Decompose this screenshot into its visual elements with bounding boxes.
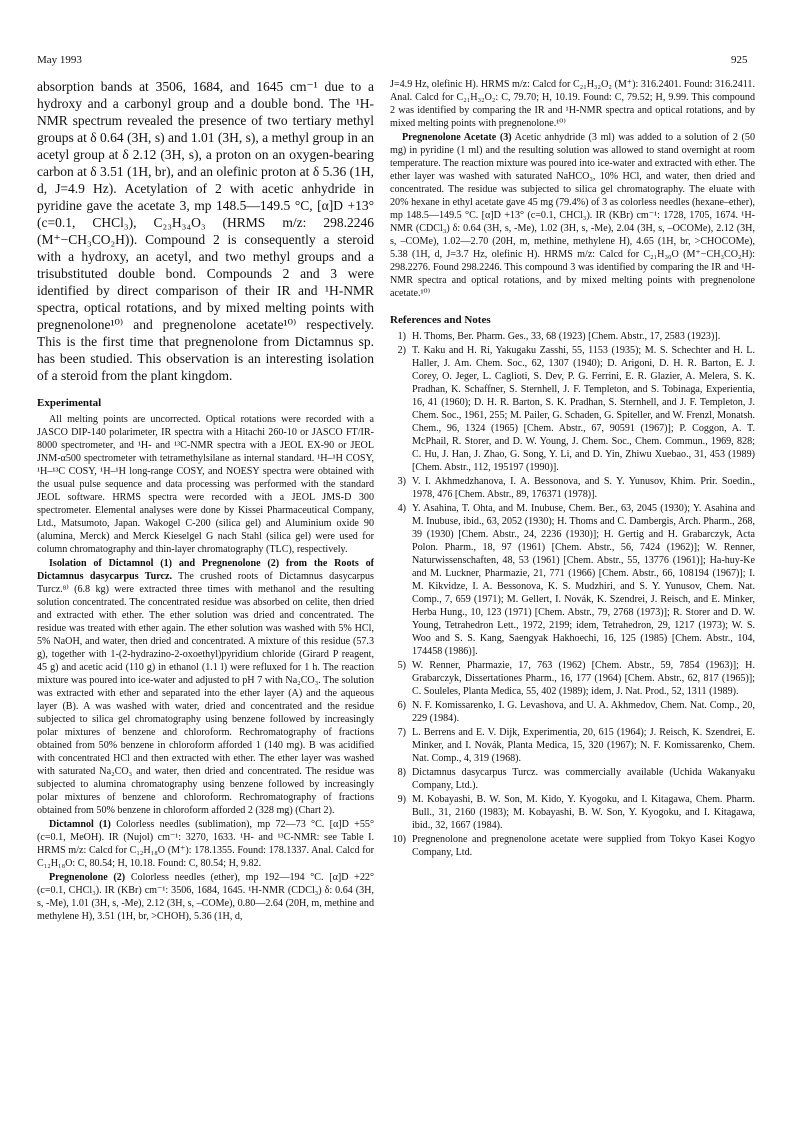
- running-header-date: May 1993: [37, 54, 82, 66]
- acetate-paragraph: [390, 131, 755, 300]
- dictamnol-heading: Dictamnol (1): [49, 819, 111, 830]
- reference-item: [390, 766, 755, 792]
- reference-text: V. I. Akhmedzhanova, I. A. Bessonova, and S. Y. Yunusov, Khim. Prir. Soedin., 1978, 476 [Chem. Abstr., 89, 176371 (1978)].: [412, 476, 755, 500]
- reference-item: [390, 475, 755, 501]
- reference-item: [390, 344, 755, 474]
- dictamnol-paragraph: [37, 818, 374, 870]
- acetate-text: Acetic anhydride (3 ml) was added to a solution of 2 (50 mg) in pyridine (1 ml) and the resulting solution was allowed to stand overnight at room temperature. The reaction mixture was poured into ice-water and extracted with ether. The ether layer was washed with saturated NaHCO₃, 10% HCl, and water, then dried and concentrated. The residue was subjected to silica gel chromatography. The eluate with 20% hexane in ethyl acetate gave 45 mg (79.4%) of 3 as colorless needles (hexane–ether), mp 148.5—149.5 °C. [α]D +13° (c=0.1, CHCl₃). IR (KBr) cm⁻¹: 1728, 1705, 1674. ¹H-NMR (CDCl₃) δ: 0.64 (3H, s, -Me), 1.02 (3H, s, -Me), 2.04 (3H, s, –OCOMe), 2.12 (3H, s, –COMe), 1.02—2.70 (20H, m, methine, methylene H), 4.65 (1H, br, >CHOCOMe), 5.38 (1H, d, J=3.7 Hz, olefinic H). HRMS m/z: Calcd for C₂₁H₃₀O (M⁺−CH₃CO₂H): 298.2276. Found 298.2246. This compound 3 was identified by comparing the IR and ¹H-NMR spectra and optical rotations, and by mixed melting points with pregnenolone acetate.¹⁰⁾: [390, 132, 755, 299]
- reference-number: 10): [392, 834, 406, 845]
- pregnenolone-paragraph: [37, 871, 374, 923]
- reference-number: 7): [397, 727, 406, 738]
- reference-text: Dictamnus dasycarpus Turcz. was commercially available (Uchida Wakanyaku Company, Ltd.).: [412, 767, 755, 791]
- reference-item: [390, 502, 755, 658]
- reference-number: 5): [397, 660, 406, 671]
- reference-item: [390, 793, 755, 832]
- pregnenolone-continued: J=4.9 Hz, olefinic H). HRMS m/z: Calcd for C₂₁H₃₂O₂ (M⁺): 316.2401. Found: 316.2411. Anal. Calcd for C₂₁H₃₂O₂: C, 79.70; H, 10.19. Found: C, 79.52; H, 9.99. This compound 2 was identified by comparing the IR and ¹H-NMR spectra and optical rotations, and by mixed melting points with pregnenolone.¹⁰⁾: [390, 79, 755, 129]
- reference-text: N. F. Komissarenko, I. G. Levashova, and U. A. Akhmedov, Chem. Nat. Comp., 20, 229 (1984).: [412, 700, 755, 724]
- left-column: [37, 78, 374, 923]
- pregnenolone-heading: Pregnenolone (2): [49, 872, 126, 883]
- isolation-heading: Isolation of Dictamnol (1) and Pregnenolone (2) from the Roots of Dictamnus dasycarpus Turcz.: [37, 558, 374, 582]
- reference-item: [390, 659, 755, 698]
- reference-text: L. Berrens and E. V. Dijk, Experimentia, 20, 615 (1964); J. Reisch, K. Szendrei, E. Minker, and I. Novák, Planta Medica, 15, 320 (1967); N. F. Komissarenko, Chem. Nat. Comp., 4, 319 (1968).: [412, 727, 755, 764]
- reference-number: 2): [397, 345, 406, 356]
- reference-item: [390, 833, 755, 859]
- experimental-paragraph: All melting points are uncorrected. Optical rotations were recorded with a JASCO DIP-140 polarimeter, IR spectra with a Hitachi 260-10 or JASCO FT/IR-8000 spectrometer, and ¹H- and ¹³C-NMR spectra with a JEOL EX-90 or JEOL JNM-α500 spectrometer with tetramethylsilane as internal standard. ¹H–¹H COSY, ¹H–¹³C COSY, ¹H–¹H long-range COSY, and NOESY spectra were obtained with the usual pulse sequence and data processing was performed with the standard JEOL software. HRMS spectra were recorded with a JEOL JMS-D 300 spectrometer. Elemental analyses were done by Kissei Pharmaceutical Company, Ltd., Matsumoto, Japan. Wakogel C-200 (silica gel) and Aluminium oxide 90 (alumina, Merck) and Merck Kieselgel G nach Stahl (silica gel) were used for column chromatography and thin-layer chromatography (TLC), respectively.: [37, 414, 374, 555]
- reference-item: [390, 330, 755, 343]
- references-list: [390, 330, 755, 859]
- experimental-heading: Experimental: [37, 397, 102, 409]
- reference-text: Pregnenolone and pregnenolone acetate were supplied from Tokyo Kasei Kogyo Company, Ltd.: [412, 834, 755, 858]
- pregnenolone-text: Colorless needles (ether), mp 192—194 °C. [α]D +22° (c=0.1, CHCl₃). IR (KBr) cm⁻¹: 3506, 1684, 1645. ¹H-NMR (CDCl₃) δ: 0.64 (3H, s, -Me), 1.01 (3H, s, -Me), 2.12 (3H, s, –COMe), 0.80—2.64 (20H, m, methine and methylene H), 3.51 (1H, br, >CHOH), 5.36 (1H, d,: [37, 872, 375, 922]
- right-column: [390, 78, 755, 860]
- reference-text: W. Renner, Pharmazie, 17, 763 (1962) [Chem. Abstr., 59, 7854 (1963)]; H. Grabarczyk, Dissertationes Pharm., 16, 177 (1964) [Chem. Abstr., 62, 817 (1965)]; C. Souleles, Planta Medica, 55, 402 (1989); idem, J. Nat. Prod., 52, 1311 (1989).: [412, 660, 755, 697]
- reference-text: T. Kaku and H. Ri, Yakugaku Zasshi, 55, 1153 (1935); M. S. Schechter and H. L. Haller, J. Am. Chem. Soc., 62, 1307 (1940); D. Arigoni, D. H. R. Barton, E. J. Corey, O. Jeger, L. Caglioti, S. Dev, P. G. Ferrini, E. R. Glazier, A. Melera, S. K. Pradhan, K. Schaffner, S. Sternhell, J. F. Templeton, and S. Tobinaga, Experientia, 16, 41 (1960); D. H. R. Barton, S. K. Pradhan, S. Sternhell, and J. F. Templeton, J. Chem. Soc., 1961, 255; M. Pailer, G. Schaden, G. Spiteller, and W. Frenzl, Monatsh. Chem., 96, 1324 (1965) [Chem. Abstr., 67, 90591 (1967)]; P. Coggon, A. T. McPhail, R. Storer, and D. W. Young, J. Chem. Soc., Chem. Commun., 1969, 828; C. Hu, J. Han, J. Zhao, G. Song, Y. Li, and D. Yin, Zhiwu Xuebao., 31, 453 (1989) [Chem. Abstr., 112, 195197 (1990)].: [412, 345, 755, 473]
- reference-text: Y. Asahina, T. Ohta, and M. Inubuse, Chem. Ber., 63, 2045 (1930); Y. Asahina and M. Inubuse, ibid., 63, 2052 (1930); H. Thoms and C. Dambergis, Arch. Pharm., 268, 39 (1930) [Chem. Abstr., 24, 2236 (1930)]; H. Gertig and H. Grabarczyk, Acta Polon. Pharm., 18, 97 (1961) [Chem. Abstr., 56, 7424 (1962)]; W. Renner, Naturwissenschaften, 48, 53 (1961) [Chem. Abstr., 55, 13776 (1961)]; Ha-huy-Ke and M. Luckner, Pharmazie, 21, 771 (1966) [Chem. Abstr., 66, 108194 (1967)]; I. M. Kikvidze, I. A. Bessonova, K. S. Mudzhiri, and S. Y. Yunusov, Chem. Nat. Comp., 7, 659 (1971); M. Gellert, I. Novák, K. Szendrei, J. Reisch, and E. Minker, Herba Hung., 10, 123 (1971) [Chem. Abstr., 79, 2768 (1973)]; R. Storer and D. W. Young, Tetrahedron Lett., 1972, 2199; idem, Tetrahedron, 29, 1217 (1973); W. S. Woo and S. S. Kang, Saengyak Hakhoechi, 16, 125 (1985) [Chem. Abstr., 104, 174458 (1986)].: [412, 503, 755, 657]
- reference-item: [390, 726, 755, 765]
- reference-number: 8): [397, 767, 406, 778]
- reference-text: H. Thoms, Ber. Pharm. Ges., 33, 68 (1923) [Chem. Abstr., 17, 2583 (1923)].: [412, 331, 721, 342]
- reference-text: M. Kobayashi, B. W. Son, M. Kido, Y. Kyogoku, and I. Kitagawa, Chem. Pharm. Bull., 31, 2160 (1983); M. Kobayashi, B. W. Son, Y. Kyogoku, and I. Kitagawa, ibid., 32, 1667 (1984).: [412, 794, 755, 831]
- reference-number: 3): [397, 476, 406, 487]
- dictamnol-text: Colorless needles (sublimation), mp 72—73 °C. [α]D +55° (c=0.1, MeOH). IR (Nujol) cm⁻¹: 3270, 1633. ¹H- and ¹³C-NMR: see Table I. HRMS m/z: Calcd for C₁₂H₁₈O (M⁺): 178.1355. Found: 178.1337. Anal. Calcd for C₁₂H₁₈O: C, 80.54; H, 10.18. Found: C, 80.54; H, 9.82.: [37, 819, 374, 869]
- intro-paragraph: absorption bands at 3506, 1684, and 1645 cm⁻¹ due to a hydroxy and a carbonyl group and a double bond. The ¹H-NMR spectrum revealed the presence of two tertiary methyl groups at δ 0.64 (3H, s) and 1.01 (3H, s), a methyl group in an acetyl group at δ 2.12 (3H, s), a proton on an oxygen-bearing carbon at δ 3.51 (1H, br), and an olefinic proton at δ 5.36 (1H, d, J=4.9 Hz). Acetylation of 2 with acetic anhydride in pyridine gave the acetate 3, mp 148.5—149.5 °C, [α]D +13° (c=0.1, CHCl₃), C₂₃H₃₄O₃ (HRMS m/z: 298.2246 (M⁺−CH₃CO₂H)). Compound 2 is consequently a steroid with a hydroxy, an acetyl, and two methyl groups and a trisubstituted double bond. Compounds 2 and 3 were identified by direct comparison of their IR and ¹H-NMR spectra, optical rotations, and by mixed melting points with pregnenolone¹⁰⁾ and pregnenolone acetate¹⁰⁾ respectively. This is the first time that pregnenolone from Dictamnus sp. has been studied. This observation is an interesting isolation of a steroid from the plant kingdom.: [37, 79, 374, 383]
- reference-number: 9): [397, 794, 406, 805]
- isolation-text: The crushed roots of Dictamnus dasycarpus Turcz.⁸⁾ (6.8 kg) were extracted three times with methanol and the resulting solution concentrated. The concentrated residue was absorbed on celite, then dried and extracted with ether. The ether solution was dried and concentrated. The residue was treated with ether again. The ether solution was washed with 5% HCl, 5% NaOH, and water, then dried and concentrated. A mixture of this residue (57.3 g), together with 1-(2-hydrazino-2-oxoethyl)pyridium chloride (Girard P reagent, 45 g) and acetic acid (110 g) in ethanol (1.1 l) were refluxed for 1 h. The reaction mixture was poured into ice-water and adjusted to pH 7 with Na₂CO₃. The solution was extracted with ether and separated into the ether layer (A) and the aqueous layer (B). A was washed with water, dried and concentrated and the residue subjected to silica gel chromatography using benzene followed by increasingly polar mixtures of benzene and chloroform. Rechromatography of fractions obtained from 50% benzene in chloroform afforded 1 (140 mg). B was acidified with concentrated HCl and then extracted with ether. The ether layer was washed with saturated Na₂CO₃ and water, then dried and concentrated. The residue was subjected to alumina chromatography using benzene followed by increasingly polar mixtures of benzene and chloroform. Rechromatography of fractions obtained from 50% benzene in chloroform afforded 2 (328 mg) (Chart 2).: [37, 571, 374, 816]
- reference-number: 1): [397, 331, 406, 342]
- isolation-paragraph: [37, 557, 374, 817]
- references-heading: References and Notes: [390, 314, 491, 326]
- reference-number: 4): [397, 503, 406, 514]
- reference-number: 6): [397, 700, 406, 711]
- page-number: 925: [731, 54, 748, 66]
- acetate-heading: Pregnenolone Acetate (3): [402, 132, 512, 143]
- reference-item: [390, 699, 755, 725]
